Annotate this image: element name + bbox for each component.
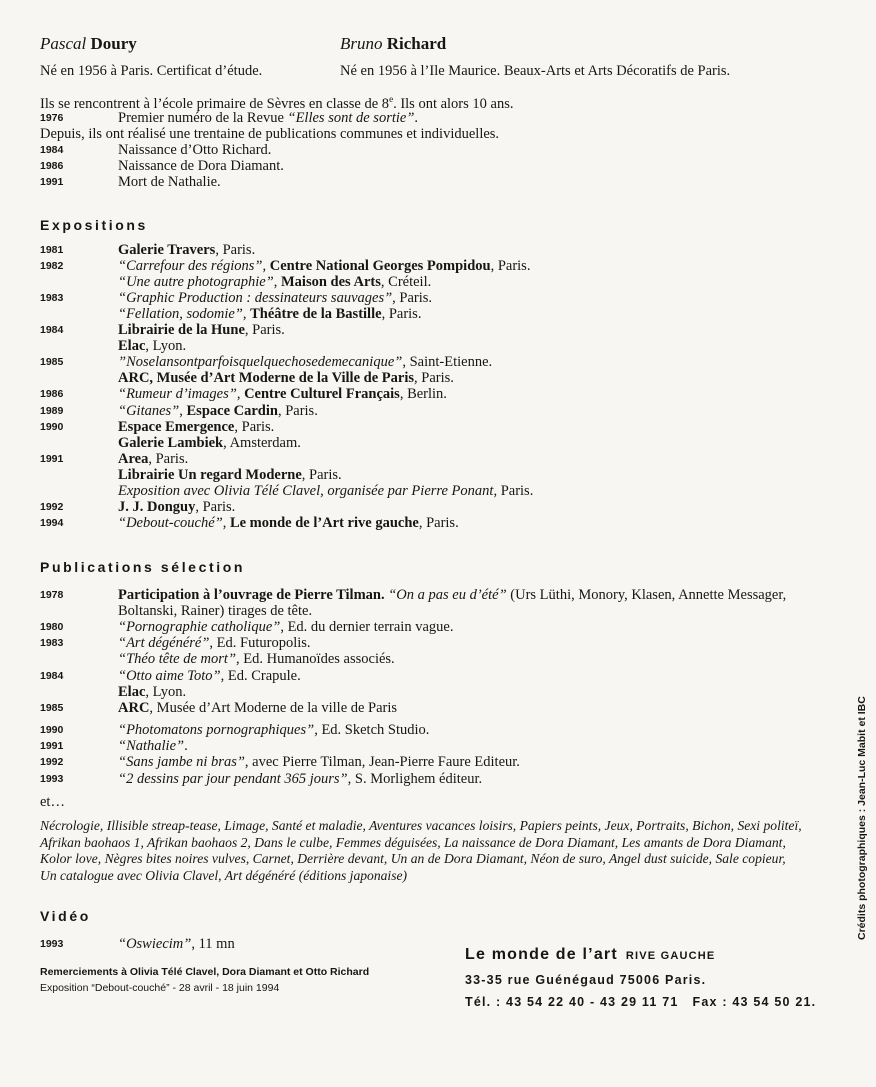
exhibition-title: “Fellation, sodomie”	[118, 306, 243, 323]
publication-title: “Pornographie catholique”	[118, 619, 281, 635]
publication-text	[118, 771, 482, 788]
publication-text	[118, 619, 453, 636]
publication-row	[0, 722, 876, 738]
publication-row	[0, 738, 876, 754]
year-label: 1980	[40, 621, 64, 633]
exhibition-title: “Carrefour des régions”	[118, 258, 263, 275]
venue-name: Area	[118, 450, 149, 467]
text-part: Premier numéro de la Revue	[118, 110, 288, 126]
publication-text	[118, 635, 311, 652]
year-label: 1981	[40, 244, 64, 256]
venue-name: Le monde de l’Art rive gauche	[229, 514, 419, 531]
venue-name: Espace Cardin	[186, 402, 278, 419]
exposition-row	[0, 467, 876, 483]
text-plain: , avec Pierre Tilman, Jean-Pierre Faure Editeur.	[244, 754, 520, 771]
publication-title: “Théo tête de mort”	[118, 651, 237, 668]
text-plain: , Créteil.	[380, 274, 432, 291]
other-publications-line: Un catalogue avec Olivia Clavel, Art dégénéré (éditions japonaise)	[40, 867, 408, 883]
text-italic: “On a pas eu d’été”	[384, 587, 507, 603]
exposition-text	[118, 322, 285, 339]
intro-sup: e	[389, 94, 394, 104]
year-label: 1993	[40, 772, 64, 785]
publication-1978-cont: Boltanski, Rainer) tirages de tête.	[118, 603, 313, 619]
revue-title: “Elles sont de sortie”	[287, 110, 415, 126]
exposition-text	[118, 338, 186, 355]
gallery-name	[465, 946, 715, 964]
year-label: 1990	[40, 724, 64, 736]
publication-title: “2 dessins par jour pendant 365 jours”	[118, 770, 348, 787]
year-label: 1991	[40, 176, 64, 188]
publisher-name: ARC	[118, 700, 150, 716]
exposition-row	[0, 451, 876, 467]
publication-text	[118, 754, 520, 771]
text-plain: , Ed. du dernier terrain vague.	[280, 619, 454, 635]
exposition-row	[0, 499, 876, 515]
exhibition-title: “Gitanes”	[118, 402, 180, 419]
intro-1991-text: Mort de Nathalie.	[118, 174, 221, 190]
publications-heading: Publications sélection	[40, 559, 246, 575]
publication-row	[0, 635, 876, 651]
text-plain: , Paris.	[392, 290, 433, 307]
venue-name: Librairie Un regard Moderne	[118, 466, 302, 483]
exposition-row	[0, 354, 876, 370]
publication-text	[118, 700, 397, 717]
text-plain: , Paris.	[301, 466, 342, 483]
venue-name: Centre National Georges Pompidou	[269, 258, 491, 275]
text-plain: , Paris.	[414, 370, 454, 387]
text-plain: , Paris.	[195, 498, 236, 515]
publication-text	[118, 668, 301, 685]
exposition-row	[0, 435, 876, 451]
venue-name: Théâtre de la Bastille	[250, 306, 382, 323]
author-2-bio: Né en 1956 à l’Ile Maurice. Beaux-Arts et Arts Décoratifs de Paris.	[340, 63, 731, 79]
publication-title: “Sans jambe ni bras”	[118, 754, 245, 771]
publication-row	[0, 651, 876, 667]
exposition-row	[0, 322, 876, 338]
text-plain: .	[184, 738, 188, 755]
intro-1984-text: Naissance d’Otto Richard.	[118, 142, 272, 158]
thanks-line: Remerciements à Olivia Télé Clavel, Dora Diamant et Otto Richard	[40, 966, 370, 978]
exposition-row	[0, 386, 876, 402]
text-plain: ,	[242, 306, 251, 323]
publication-row	[0, 668, 876, 684]
exposition-text	[118, 499, 235, 516]
publication-title: “Art dégénéré”	[118, 635, 210, 652]
text-plain: , Berlin.	[399, 386, 447, 403]
text-plain: , Ed. Crapule.	[220, 667, 301, 684]
venue-name: Galerie Lambiek	[118, 434, 224, 451]
exposition-text	[118, 451, 188, 468]
text-plain: , Paris.	[234, 418, 275, 435]
author-2-first: Bruno	[340, 34, 383, 53]
intro-line-1-text: Ils se rencontrent à l’école primaire de Sèvres en classe de 8	[40, 95, 390, 112]
author-2-name	[340, 34, 446, 54]
year-label: 1976	[40, 112, 64, 124]
author-2-last: Richard	[386, 34, 447, 53]
exposition-text	[118, 370, 454, 387]
exposition-row	[0, 338, 876, 354]
year-label: 1984	[40, 144, 64, 156]
year-label: 1984	[40, 669, 64, 682]
exposition-text	[118, 419, 274, 436]
text-plain: , Musée d’Art Moderne de la ville de Paris	[149, 700, 398, 716]
text-part: .	[414, 110, 419, 126]
venue-name: Centre Culturel Français	[244, 386, 400, 403]
text-plain: , Amsterdam.	[223, 434, 301, 451]
text-plain: , Ed. Humanoïdes associés.	[236, 651, 395, 668]
publication-1978	[0, 587, 876, 603]
exposition-row	[0, 370, 876, 386]
year-label: 1983	[40, 637, 64, 650]
publication-title: “Otto aime Toto”	[118, 667, 221, 684]
year-label: 1989	[40, 404, 64, 417]
venue-name: ARC, Musée d’Art Moderne de la Ville de Paris	[118, 370, 414, 387]
publication-row	[0, 684, 876, 700]
video-title: “Oswiecim”	[118, 936, 192, 952]
exposition-row	[0, 306, 876, 322]
text-plain: ,	[262, 258, 270, 275]
author-1-last: Doury	[90, 34, 137, 53]
other-publications-line: Afrikan baohaos 1, Afrikan baohaos 2, Dans le culbe, Femmes déguisées, La naissance de Dora Diamant, Les amants de Dora Diamant,	[40, 834, 786, 850]
exposition-row	[0, 242, 876, 258]
exposition-row	[0, 419, 876, 435]
text-plain: (Urs Lüthi, Monory, Klasen, Annette Messager,	[506, 587, 787, 603]
text-plain: , Paris.	[148, 450, 189, 467]
exposition-text	[118, 274, 431, 291]
publication-row	[0, 700, 876, 716]
exhibition-title: “Rumeur d’images”	[118, 386, 237, 403]
text-plain: , Ed. Futuropolis.	[209, 635, 311, 652]
etc-text: et…	[40, 794, 65, 810]
exhibition-dates: Exposition “Debout-couché” - 28 avril - 18 juin 1994	[40, 982, 280, 994]
exposition-row	[0, 515, 876, 531]
year-label: 1985	[40, 702, 64, 714]
venue-name: Librairie de la Hune	[118, 322, 245, 339]
publication-title: “Nathalie”	[118, 738, 185, 755]
year-label: 1992	[40, 500, 64, 513]
year-label: 1986	[40, 388, 64, 401]
exposition-text	[118, 435, 301, 452]
exhibition-title: “Graphic Production : dessinateurs sauvages”	[118, 290, 393, 307]
text-plain: , Paris.	[244, 322, 285, 339]
publication-row	[0, 771, 876, 787]
text-plain: ,	[222, 514, 230, 531]
exposition-text	[118, 515, 459, 532]
publication-1978-text	[118, 587, 786, 604]
exposition-text	[118, 258, 530, 275]
year-label: 1984	[40, 324, 64, 337]
publisher-name: Elac	[118, 683, 146, 700]
photo-credit: Crédits photographiques : Jean-Luc Mabit et IBC	[856, 696, 868, 940]
venue-name: Maison des Arts	[281, 274, 381, 291]
year-label: 1985	[40, 356, 64, 369]
year-label: 1986	[40, 160, 64, 172]
intro-1986	[0, 158, 876, 174]
text-plain: , Saint-Etienne.	[402, 354, 493, 371]
year-label: 1978	[40, 589, 64, 601]
text-plain: , Lyon.	[145, 683, 187, 700]
video-1993	[0, 936, 876, 952]
venue-name: Espace Emergence	[118, 418, 235, 435]
exposition-row	[0, 274, 876, 290]
year-label: 1992	[40, 756, 64, 769]
exposition-text	[118, 354, 492, 371]
exposition-text	[118, 306, 421, 323]
text-plain: , Lyon.	[145, 338, 187, 355]
text-plain: , Paris.	[493, 482, 534, 499]
text-plain: , Ed. Sketch Studio.	[314, 722, 430, 738]
publication-text	[118, 738, 188, 755]
year-label: 1993	[40, 938, 64, 950]
publication-text	[118, 684, 186, 701]
intro-1976-text	[118, 110, 418, 127]
author-1-first: Pascal	[40, 34, 87, 53]
exhibition-title: Exposition avec Olivia Télé Clavel, organisée par Pierre Ponant	[118, 482, 494, 499]
intro-1986-text: Naissance de Dora Diamant.	[118, 158, 284, 174]
exposition-row	[0, 483, 876, 499]
intro-line-3: Depuis, ils ont réalisé une trentaine de publications communes et individuelles.	[40, 126, 500, 142]
exhibition-title: “Debout-couché”	[118, 514, 223, 531]
expositions-heading: Expositions	[40, 217, 148, 233]
exposition-row	[0, 290, 876, 306]
text-bold: Participation à l’ouvrage de Pierre Tilman.	[118, 587, 385, 603]
video-duration: , 11 mn	[191, 936, 235, 952]
exposition-text	[118, 483, 533, 500]
exposition-row	[0, 258, 876, 274]
exposition-text	[118, 467, 342, 484]
video-text	[118, 936, 235, 953]
other-publications-line: Nécrologie, Illisible streap-tease, Limage, Santé et maladie, Aventures vacances loisirs, Papiers peints, Jeux, Portraits, Bichon, Sexi politeï,	[40, 818, 802, 833]
venue-name: Elac	[118, 338, 146, 355]
text-plain: , S. Morlighem éditeur.	[347, 770, 483, 787]
video-heading: Vidéo	[40, 908, 91, 924]
text-plain: ,	[236, 386, 245, 403]
gallery-phone: Tél. : 43 54 22 40 - 43 29 11 71 Fax : 43 54 50 21.	[465, 995, 817, 1009]
gallery-address: 33-35 rue Guénégaud 75006 Paris.	[465, 973, 707, 987]
publication-row	[0, 619, 876, 635]
exposition-text	[118, 403, 318, 420]
other-publications-line: Kolor love, Nègres bites noires vulves, Carnet, Derrière devant, Un an de Dora Diamant, Néon de suro, Angel dust suicide, Sale copieur,	[40, 851, 786, 866]
intro-1991	[0, 174, 876, 190]
publication-text	[118, 722, 429, 739]
year-label: 1982	[40, 260, 64, 273]
year-label: 1994	[40, 516, 64, 529]
intro-line-1-end: . Ils ont alors 10 ans.	[393, 95, 514, 112]
exhibition-title: ”Noselansontparfoisquelquechosedemecanique”	[118, 354, 403, 371]
exposition-row	[0, 403, 876, 419]
gallery-title: Le monde de l’art	[465, 946, 618, 963]
text-plain: , Paris.	[418, 514, 459, 531]
text-plain: , Paris.	[490, 258, 531, 275]
gallery-subtitle: RIVE GAUCHE	[625, 950, 716, 962]
text-plain: ,	[273, 274, 281, 291]
venue-name: Galerie Travers	[118, 242, 216, 258]
publication-row	[0, 754, 876, 770]
text-plain: ,	[179, 402, 187, 419]
venue-name: J. J. Donguy	[118, 498, 196, 515]
year-label: 1991	[40, 740, 64, 753]
author-1-name	[40, 34, 137, 54]
exhibition-title: “Une autre photographie”	[118, 274, 274, 291]
text-plain: , Paris.	[277, 402, 318, 419]
publication-title: “Photomatons pornographiques”	[118, 722, 315, 738]
year-label: 1983	[40, 292, 64, 305]
text-plain: , Paris.	[381, 306, 422, 323]
exposition-text	[118, 386, 447, 403]
text-plain: , Paris.	[215, 242, 256, 258]
intro-1984	[0, 142, 876, 158]
author-1-bio: Né en 1956 à Paris. Certificat d’étude.	[40, 63, 263, 79]
year-label: 1991	[40, 452, 64, 465]
exposition-text	[118, 290, 432, 307]
intro-1976	[0, 110, 876, 126]
exposition-text	[118, 242, 255, 259]
publication-text	[118, 651, 395, 668]
year-label: 1990	[40, 420, 64, 433]
